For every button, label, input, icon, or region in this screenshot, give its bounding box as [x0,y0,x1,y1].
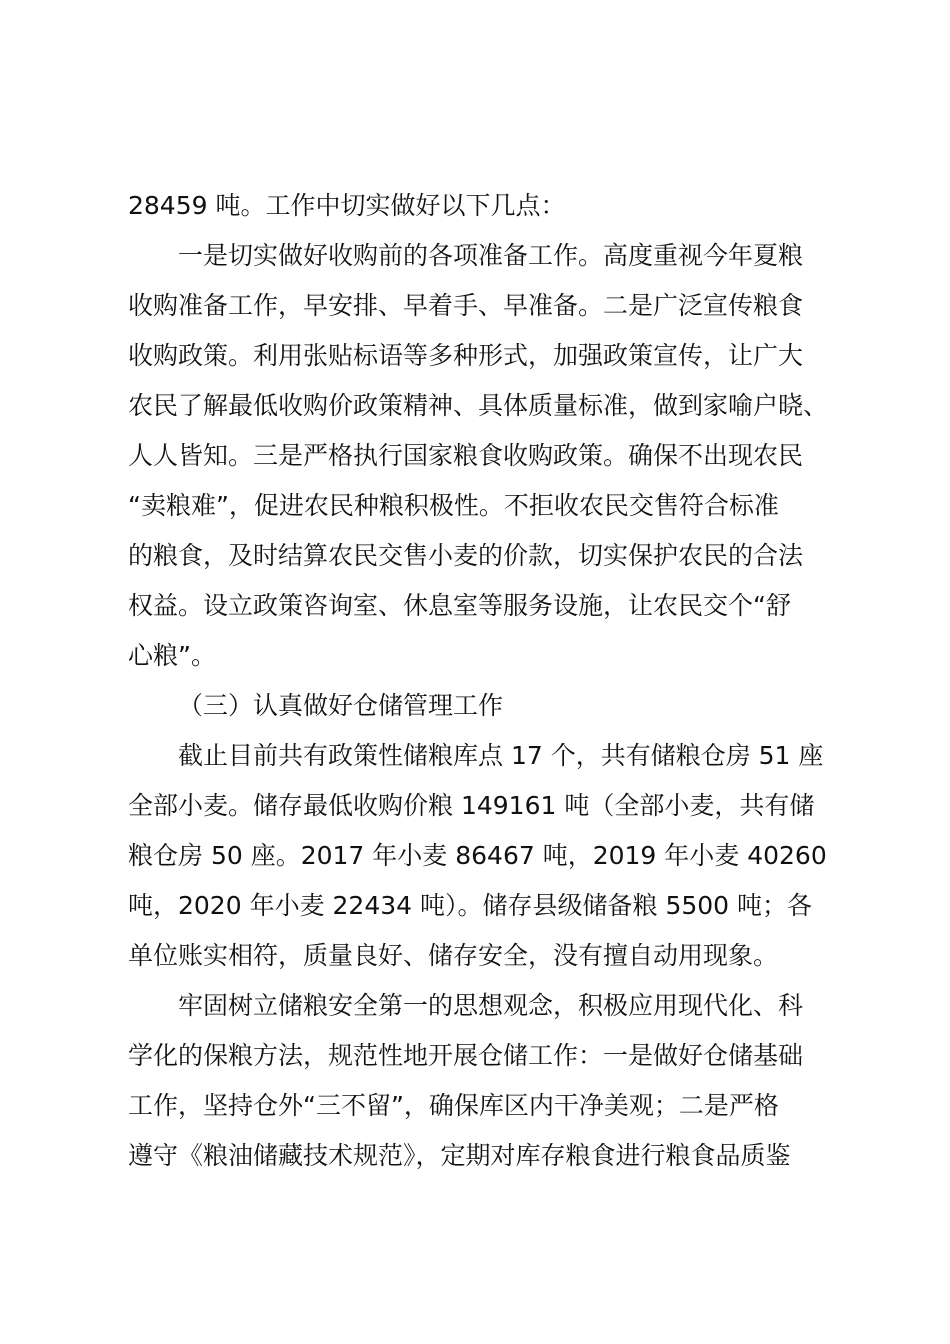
paragraph-line: 牢固树立储粮安全第一的思想观念，积极应用现代化、科 [178,991,804,1020]
paragraph-line: 截止目前共有政策性储粮库点 17 个，共有储粮仓房 51 座 [178,741,824,770]
paragraph-line: 工作，坚持仓外“三不留”，确保库区内干净美观；二是严格 [128,1091,779,1120]
paragraph-line: 人人皆知。三是严格执行国家粮食收购政策。确保不出现农民 [128,441,804,470]
paragraph-line: 全部小麦。储存最低收购价粮 149161 吨（全部小麦，共有储 [128,791,815,820]
paragraph-line: 心粮”。 [128,641,216,670]
paragraph-line: 28459 吨。工作中切实做好以下几点： [128,191,566,220]
paragraph-line: 的粮食，及时结算农民交售小麦的价款，切实保护农民的合法 [128,541,804,570]
paragraph-line: 粮仓房 50 座。2017 年小麦 86467 吨，2019 年小麦 40260 [128,841,827,870]
paragraph-line: 单位账实相符，质量良好、储存安全，没有擅自动用现象。 [128,941,779,970]
paragraph-line: 权益。设立政策咨询室、休息室等服务设施，让农民交个“舒 [128,591,791,620]
paragraph-line: “卖粮难”，促进农民种粮积极性。不拒收农民交售符合标准 [128,491,779,520]
paragraph-line: 农民了解最低收购价政策精神、具体质量标准，做到家喻户晓、 [128,391,829,420]
paragraph-line: 收购政策。利用张贴标语等多种形式，加强政策宣传，让广大 [128,341,804,370]
body-text [128,181,834,1181]
paragraph-line: 吨，2020 年小麦 22434 吨）。储存县级储备粮 5500 吨；各 [128,891,813,920]
paragraph-line: 学化的保粮方法，规范性地开展仓储工作：一是做好仓储基础 [128,1041,804,1070]
section-heading: （三）认真做好仓储管理工作 [178,691,504,720]
paragraph-line: 一是切实做好收购前的各项准备工作。高度重视今年夏粮 [178,241,804,270]
paragraph-line: 收购准备工作，早安排、早着手、早准备。二是广泛宣传粮食 [128,291,804,320]
paragraph-line: 遵守《粮油储藏技术规范》，定期对库存粮食进行粮食品质鉴 [128,1141,791,1170]
